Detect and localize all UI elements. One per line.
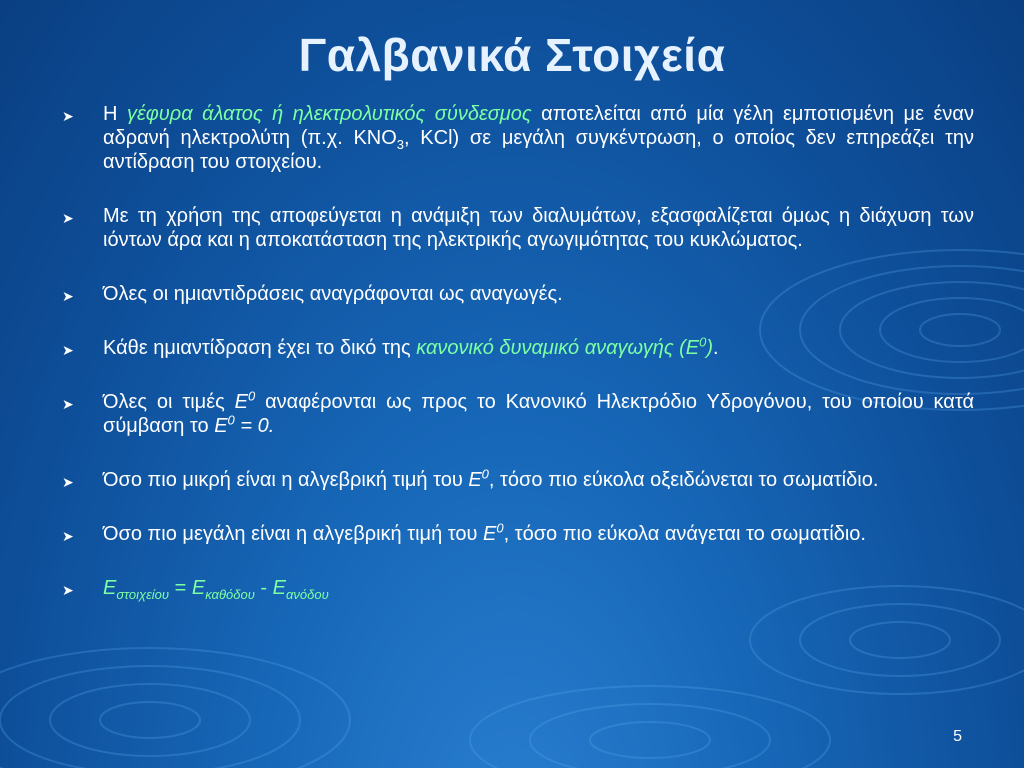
superscript: 0	[227, 412, 235, 428]
salt-bridge-term: γέφυρα άλατος ή ηλεκτρολυτικός σύνδεσμος	[126, 103, 532, 125]
bullet-text: Όσο πιο μεγάλη είναι η αλγεβρική τιμή του	[103, 523, 483, 545]
e-symbol: E	[103, 577, 117, 599]
triangle-arrow-icon: ➤	[62, 108, 74, 124]
bullet-text: , τόσο πιο εύκολα οξειδώνεται το σωματίδιο.	[488, 469, 879, 491]
e-symbol: E	[214, 415, 228, 437]
bullet-reduction	[62, 522, 974, 546]
equals-sign: =	[169, 577, 192, 599]
bullet-text: Όσο πιο μικρή είναι η αλγεβρική τιμή του	[103, 469, 469, 491]
subscript-cathode: καθόδου	[205, 587, 255, 602]
e-symbol: E	[191, 577, 206, 599]
subscript: 3	[396, 137, 405, 152]
standard-potential-term: κανονικό δυναμικό αναγωγής (E	[416, 337, 700, 359]
bullet-text: , KCl) σε μεγάλη συγκέντρωση, ο οποίος δεν επηρεάζει την αντίδραση του στοιχείου.	[103, 127, 974, 173]
page-number: 5	[953, 728, 962, 745]
bullet-text: .	[713, 337, 719, 359]
standard-potential-term-end: )	[706, 337, 714, 359]
subscript-cell: στοιχείου	[116, 587, 170, 602]
bullet-cell-potential-formula	[62, 576, 974, 600]
superscript: 0	[481, 466, 489, 482]
e-symbol: E	[272, 577, 286, 599]
minus-sign: -	[254, 577, 273, 599]
superscript: 0	[699, 334, 707, 350]
bullet-list	[62, 102, 974, 630]
e-symbol: E	[468, 469, 482, 491]
triangle-arrow-icon: ➤	[62, 342, 74, 358]
superscript: 0	[496, 520, 504, 536]
bullet-text: Κάθε ημιαντίδραση έχει το δικό της	[103, 337, 417, 359]
e-symbol: E	[482, 523, 497, 545]
e-symbol: E	[234, 391, 248, 413]
bullet-text: Όλες οι τιμές	[103, 391, 235, 413]
bullet-text: Η	[103, 103, 127, 125]
triangle-arrow-icon: ➤	[62, 288, 74, 304]
triangle-arrow-icon: ➤	[62, 528, 74, 544]
bullet-text: , τόσο πιο εύκολα ανάγεται το σωματίδιο.	[503, 523, 866, 545]
subscript-anode: ανόδου	[285, 587, 329, 602]
bullet-text: Με τη χρήση της αποφεύγεται η ανάμιξη των διαλυμάτων, εξασφαλίζεται όμως η διάχυση των ιόντων άρα και η αποκατάσταση της ηλεκτρικής αγωγιμότητας του κυκλώματος.	[103, 205, 974, 251]
bullet-text: αναφέρονται ως προς το Κανονικό Ηλεκτρόδιο Υδρογόνου, του οποίου κατά σύμβαση το	[103, 391, 975, 437]
bullet-salt-bridge	[62, 102, 974, 174]
bullet-hydrogen-electrode	[62, 390, 974, 438]
bullet-mixing	[62, 204, 974, 252]
triangle-arrow-icon: ➤	[62, 474, 74, 490]
triangle-arrow-icon: ➤	[62, 396, 74, 412]
equals-zero: = 0.	[234, 415, 275, 437]
bullet-text: αποτελείται από μία γέλη εμποτισμένη με έναν αδρανή ηλεκτρολύτη (π.χ. KNO	[103, 103, 974, 149]
superscript: 0	[247, 388, 256, 404]
triangle-arrow-icon: ➤	[62, 210, 74, 226]
slide-title: Γαλβανικά Στοιχεία	[298, 29, 726, 81]
bullet-standard-potential	[62, 336, 974, 360]
bullet-reductions	[62, 282, 974, 306]
triangle-arrow-icon: ➤	[62, 582, 74, 598]
bullet-text: Όλες οι ημιαντιδράσεις αναγράφονται ως αναγωγές.	[103, 283, 563, 305]
bullet-oxidation	[62, 468, 974, 492]
